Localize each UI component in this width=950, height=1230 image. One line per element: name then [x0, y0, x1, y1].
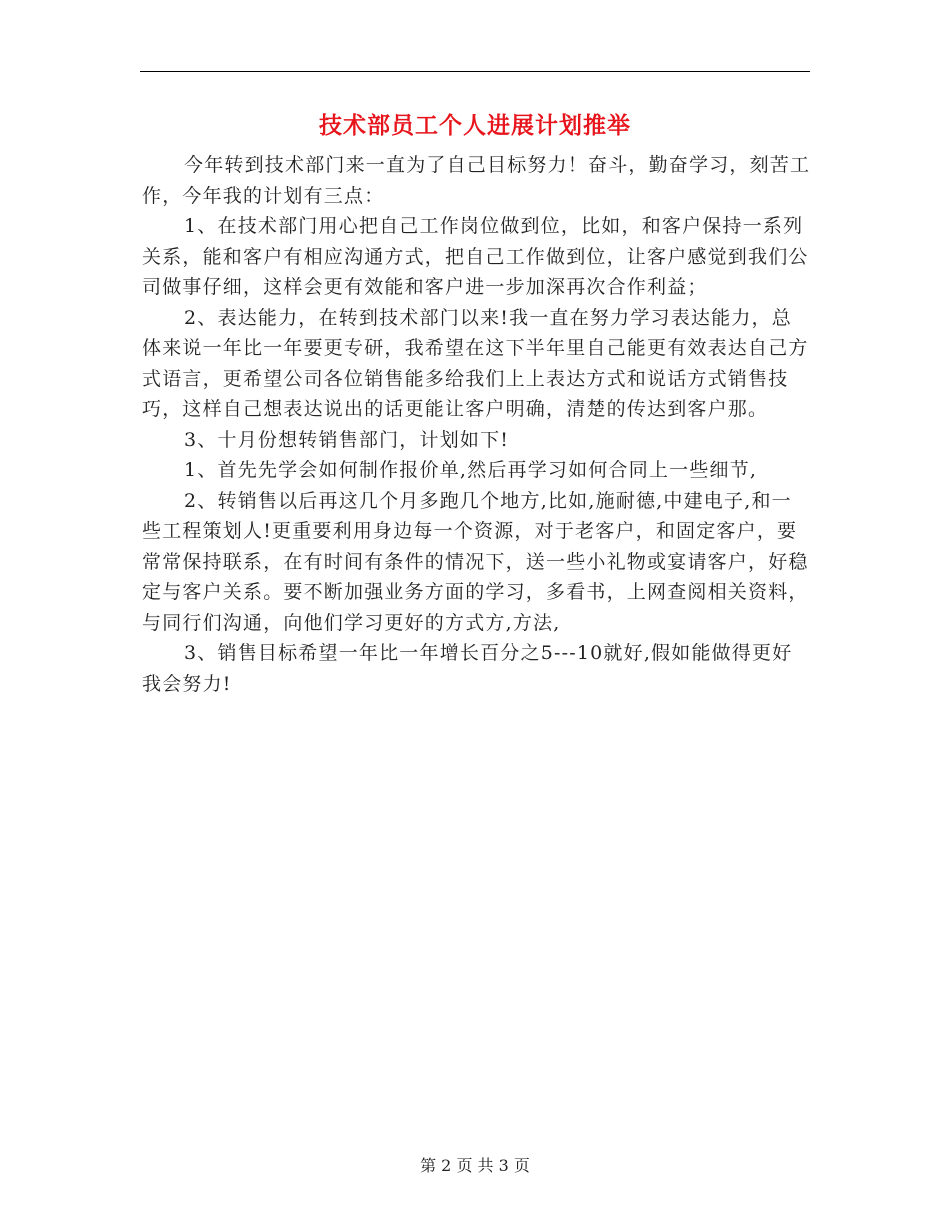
paragraph-plan-1: 1、首先先学会如何制作报价单,然后再学习如何合同上一些细节,	[184, 459, 758, 481]
page-number-footer: 第 2 页 共 3 页	[420, 1156, 530, 1175]
paragraph-point-3: 3、十月份想转销售部门，计划如下!	[184, 428, 510, 451]
document-title: 技术部员工个人进展计划推举	[319, 112, 631, 139]
paragraph-intro: 今年转到技术部门来一直为了自己目标努力！奋斗，勤奋学习，刻苦工作，今年我的计划有三点：	[142, 154, 811, 207]
header-rule	[140, 71, 810, 72]
paragraph-plan-3: 3、销售目标希望一年比一年增长百分之5---10就好,假如能做得更好我会努力!	[142, 642, 793, 695]
document-body	[142, 150, 812, 699]
paragraph-point-2: 2、表达能力，在转到技术部门以来!我一直在努力学习表达能力，总体来说一年比一年要更专研，我希望在这下半年里自己能更有效表达自己方式语言，更希望公司各位销售能多给我们上上表达方式和说话方式销售技巧，这样自己想表达说出的话更能让客户明确，清楚的传达到客户那。	[142, 306, 809, 420]
paragraph-plan-2: 2、转销售以后再这几个月多跑几个地方,比如,施耐德,中建电子,和一些工程策划人!更重要利用身边每一个资源，对于老客户，和固定客户，要常常保持联系，在有时间有条件的情况下，送一些小礼物或宴请客户，好稳定与客户关系。要不断加强业务方面的学习，多看书，上网查阅相关资料，与同行们沟通，向他们学习更好的方式方,方法,	[142, 489, 809, 634]
paragraph-point-1: 1、在技术部门用心把自己工作岗位做到位，比如，和客户保持一系列关系，能和客户有相应沟通方式，把自己工作做到位，让客户感觉到我们公司做事仔细，这样会更有效能和客户进一步加深再次合作利益；	[142, 215, 809, 298]
